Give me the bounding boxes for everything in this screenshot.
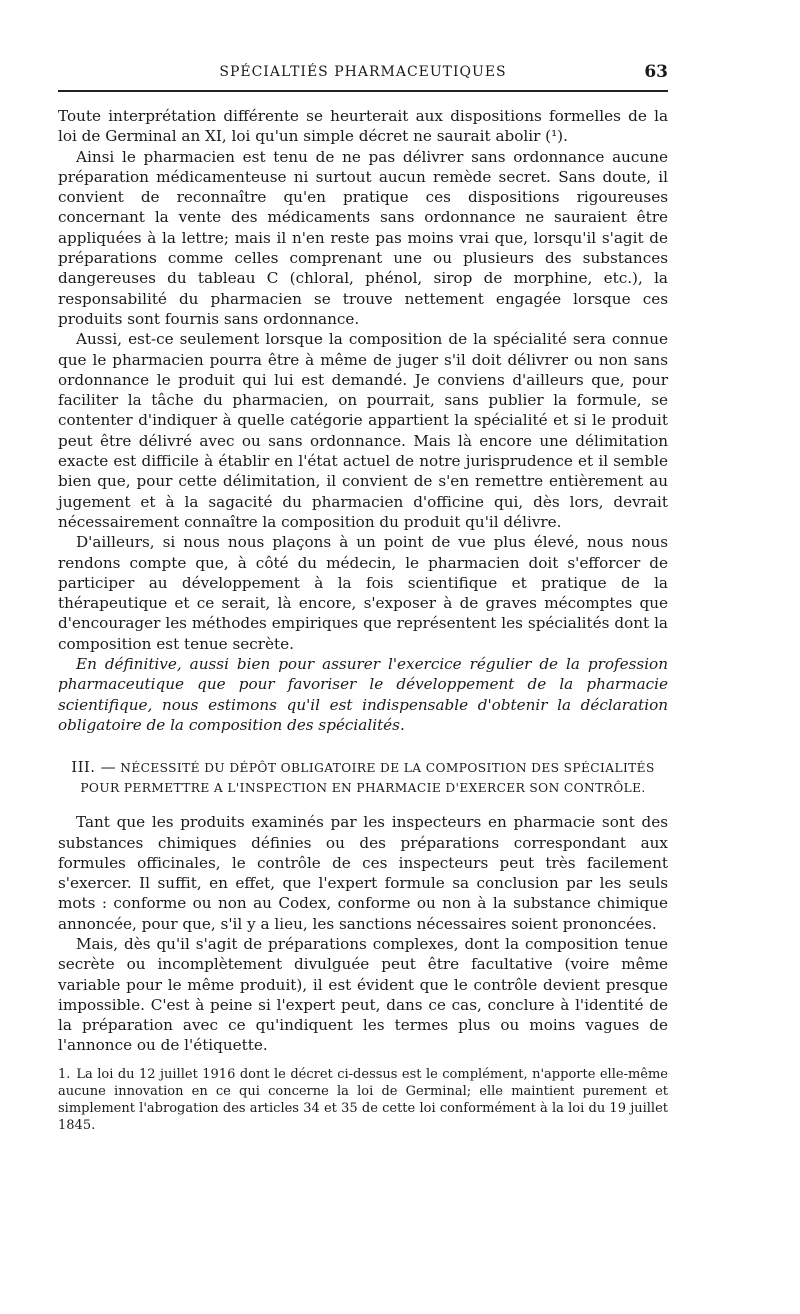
section-number: III. — bbox=[71, 758, 116, 777]
conclusion-paragraph: En définitive, aussi bien pour assurer l'exercice régulier de la profession pharmaceutique que pour favoriser le développement de la pharmacie scientifique, nous estimons qu'il est indispensable d'obtenir la déclaration obligatoire de la composition des spécialités. bbox=[58, 655, 668, 734]
section-heading-line2: POUR PERMETTRE A L'INSPECTION EN PHARMACIE D'EXERCER SON CONTRÔLE. bbox=[80, 781, 646, 796]
paragraph: Ainsi le pharmacien est tenu de ne pas délivrer sans ordonnance aucune préparation médicamenteuse ni surtout aucun remède secret. Sans doute, il convient de reconnaître qu'en pratique ces dispositions rigoureuses concernant la vente des médicaments sans ordonnance ne sauraient être appliquées à la lettre; mais il n'en reste pas moins vrai que, lorsqu'il s'agit de préparations comme celles comprenant une ou plusieurs des substances dangereuses du tableau C (chloral, phénol, sirop de morphine, etc.), la responsabilité du pharmacien se trouve nettement engagée lorsque ces produits sont fournis sans ordonnance. bbox=[58, 147, 668, 328]
paragraph: Tant que les produits examinés par les inspecteurs en pharmacie sont des substances chimiques définies ou des préparations correspondant aux formules officinales, le contrôle de ces inspecteurs peut très facilement s'exercer. Il suffit, en effet, que l'expert formule sa conclusion par les seuls mots : conforme ou non au Codex, conforme ou non à la substance chimique annoncée, pour que, s'il y a lieu, les sanctions nécessaires soient prononcées. bbox=[58, 813, 668, 933]
document-page bbox=[58, 60, 668, 1134]
paragraph: Toute interprétation différente se heurterait aux dispositions formelles de la loi de Germinal an XI, loi qu'un simple décret ne saurait abolir (¹). bbox=[58, 107, 668, 146]
section-heading-line1: NÉCESSITÉ DU DÉPÔT OBLIGATOIRE DE LA COMPOSITION DES SPÉCIALITÉS bbox=[120, 761, 655, 776]
section-heading bbox=[58, 757, 668, 798]
main-text bbox=[58, 106, 668, 735]
footnote-mark: 1. bbox=[58, 1066, 71, 1082]
paragraph: D'ailleurs, si nous nous plaçons à un point de vue plus élevé, nous nous rendons compte que, à côté du médecin, le pharmacien doit s'efforcer de participer au développement à la fois scientifique et pratique de la thérapeutique et ce serait, là encore, s'exposer à de graves mécomptes que d'encourager les méthodes empiriques que représentent les spécialités dont la composition est tenue secrète. bbox=[58, 533, 668, 653]
footnotes bbox=[58, 1066, 668, 1134]
running-title: SPÉCIALTIÉS PHARMACEUTIQUES bbox=[219, 64, 507, 80]
paragraph: Mais, dès qu'il s'agit de préparations complexes, dont la composition tenue secrète ou incomplètement divulguée peut être facultative (voire même variable pour le même produit), il est évident que le contrôle devient presque impossible. C'est à peine si l'expert peut, dans ce cas, conclure à l'identité de la préparation avec ce qu'indiquent les termes plus ou moins vagues de l'annonce ou de l'étiquette. bbox=[58, 934, 668, 1055]
section-text bbox=[58, 812, 668, 1056]
running-header bbox=[58, 60, 668, 92]
footnote bbox=[58, 1066, 668, 1134]
page-number: 63 bbox=[644, 62, 668, 82]
paragraph: Aussi, est-ce seulement lorsque la composition de la spécialité sera connue que le pharmacien pourra être à même de juger s'il doit délivrer ou non sans ordonnance le produit qui lui est demandé. Je conviens d'ailleurs que, pour faciliter la tâche du pharmacien, on pourrait, sans publier la formule, se contenter d'indiquer à quelle catégorie appartient la spécialité et si le produit peut être délivré avec ou sans ordonnance. Mais là encore une délimitation exacte est difficile à établir en l'état actuel de notre jurisprudence et il semble bien que, pour cette délimitation, il convient de s'en remettre entièrement au jugement et à la sagacité du pharmacien d'officine qui, dès lors, devrait nécessairement connaître la composition du produit qu'il délivre. bbox=[58, 330, 668, 531]
footnote-text: La loi du 12 juillet 1916 dont le décret ci-dessus est le complément, n'apporte elle-même aucune innovation en ce qui concerne la loi de Germinal; elle maintient purement et simplement l'abrogation des articles 34 et 35 de cette loi conformément à la loi du 19 juillet 1845. bbox=[58, 1066, 668, 1133]
